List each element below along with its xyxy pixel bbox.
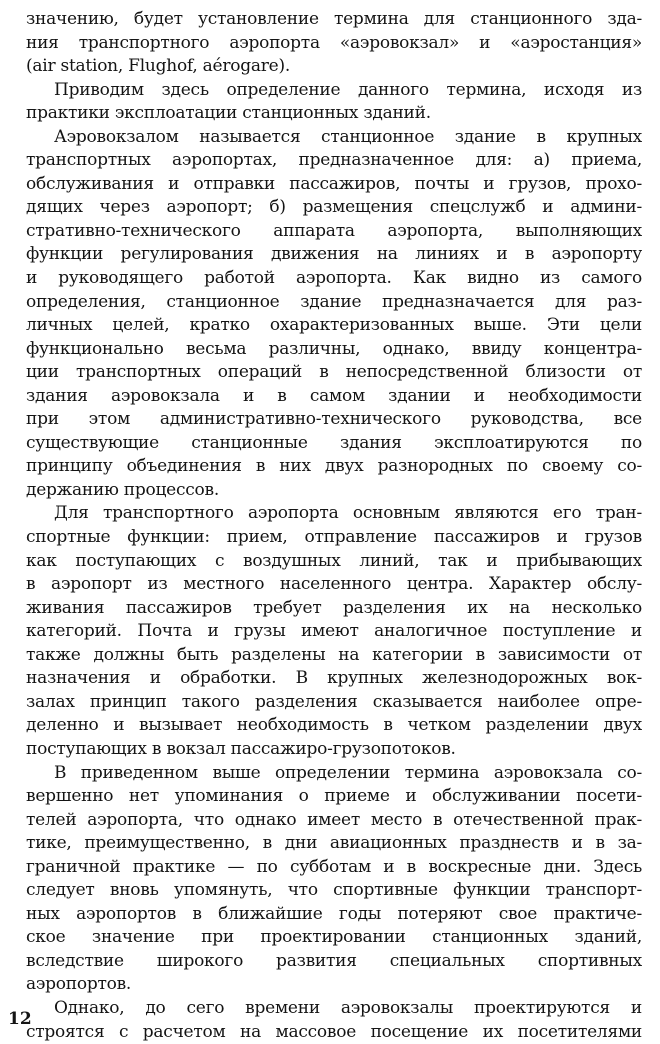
- text-line: вследствие широкого развития специальных спортивных: [26, 950, 642, 971]
- text-line: и руководящего работой аэропорта. Как видно из самого: [26, 268, 642, 289]
- text-line: граничной практике — по субботам и в воскресные дни. Здесь: [26, 856, 642, 877]
- text-line: практики эксплоатации станционных зданий.: [26, 103, 431, 124]
- body-text: [26, 8, 642, 1044]
- text-line: личных целей, кратко охарактеризованных выше. Эти цели: [26, 315, 642, 336]
- text-line: ции транспортных операций в непосредственной близости от: [26, 362, 642, 383]
- text-line: при этом административно-технического руководства, все: [26, 409, 642, 430]
- text-line: ское значение при проектировании станционных зданий,: [26, 927, 642, 948]
- text-line: как поступающих с воздушных линий, так и прибывающих: [26, 550, 642, 571]
- text-line: в аэропорт из местного населенного центра. Характер обслу-: [26, 574, 642, 595]
- page-number: 12: [8, 1009, 32, 1029]
- paragraph-first-line: Для транспортного аэропорта основным являются его тран-: [54, 503, 642, 524]
- text-line: поступающих в вокзал пассажиро-грузопотоков.: [26, 738, 456, 759]
- text-line: функции регулирования движения на линиях и в аэропорту: [26, 244, 642, 265]
- paragraph-first-line: Однако, до сего времени аэровокзалы проектируются и: [54, 997, 642, 1018]
- text-line: дящих через аэропорт; б) размещения спецслужб и админи-: [26, 197, 642, 218]
- text-line: существующие станционные здания эксплоатируются по: [26, 432, 642, 453]
- text-line: следует вновь упомянуть, что спортивные функции транспорт-: [26, 880, 642, 901]
- text-line: категорий. Почта и грузы имеют аналогичное поступление и: [26, 621, 642, 642]
- text-line: назначения и обработки. В крупных железнодорожных вок-: [26, 668, 642, 689]
- text-line: держанию процессов.: [26, 479, 219, 500]
- text-line: транспортных аэропортах, предназначенное для: а) приема,: [26, 150, 642, 171]
- paragraph-first-line: Аэровокзалом называется станционное здание в крупных: [54, 126, 642, 147]
- text-line: здания аэровокзала и в самом здании и необходимости: [26, 385, 642, 406]
- text-line: деленно и вызывает необходимость в четком разделении двух: [26, 715, 642, 736]
- paragraph-first-line: Приводим здесь определение данного термина, исходя из: [54, 79, 642, 100]
- text-line: ния транспортного аэропорта «аэровокзал» и «аэростанция»: [26, 32, 642, 53]
- text-line: стративно-технического аппарата аэропорта, выполняющих: [26, 220, 642, 241]
- text-line: залах принцип такого разделения сказывается наиболее опре-: [26, 691, 642, 712]
- text-line: спортные функции: прием, отправление пассажиров и грузов: [26, 527, 642, 548]
- text-line: вершенно нет упоминания о приеме и обслуживании посети-: [26, 786, 642, 807]
- text-line: тике, преимущественно, в дни авиационных празднеств и в за-: [26, 833, 642, 854]
- text-line: функционально весьма различны, однако, ввиду концентра-: [26, 338, 642, 359]
- paragraph-first-line: В приведенном выше определении термина аэровокзала со-: [54, 762, 642, 783]
- text-line: живания пассажиров требует разделения их на несколько: [26, 597, 642, 618]
- text-line: значению, будет установление термина для станционного зда-: [26, 9, 642, 29]
- text-line: обслуживания и отправки пассажиров, почты и грузов, прохо-: [26, 173, 642, 194]
- text-line: телей аэропорта, что однако имеет место в отечественной прак-: [26, 809, 642, 830]
- text-line: также должны быть разделены на категории в зависимости от: [26, 644, 642, 665]
- text-line: (air station, Flughof, aérogare).: [26, 56, 290, 77]
- text-line: ных аэропортов в ближайшие годы потеряют свое практиче-: [26, 903, 642, 924]
- text-line: строятся с расчетом на массовое посещение их посетителями: [26, 1021, 642, 1042]
- text-line: аэропортов.: [26, 974, 132, 995]
- text-line: определения, станционное здание предназначается для раз-: [26, 291, 642, 312]
- text-line: принципу объединения в них двух разнородных по своему со-: [26, 456, 642, 477]
